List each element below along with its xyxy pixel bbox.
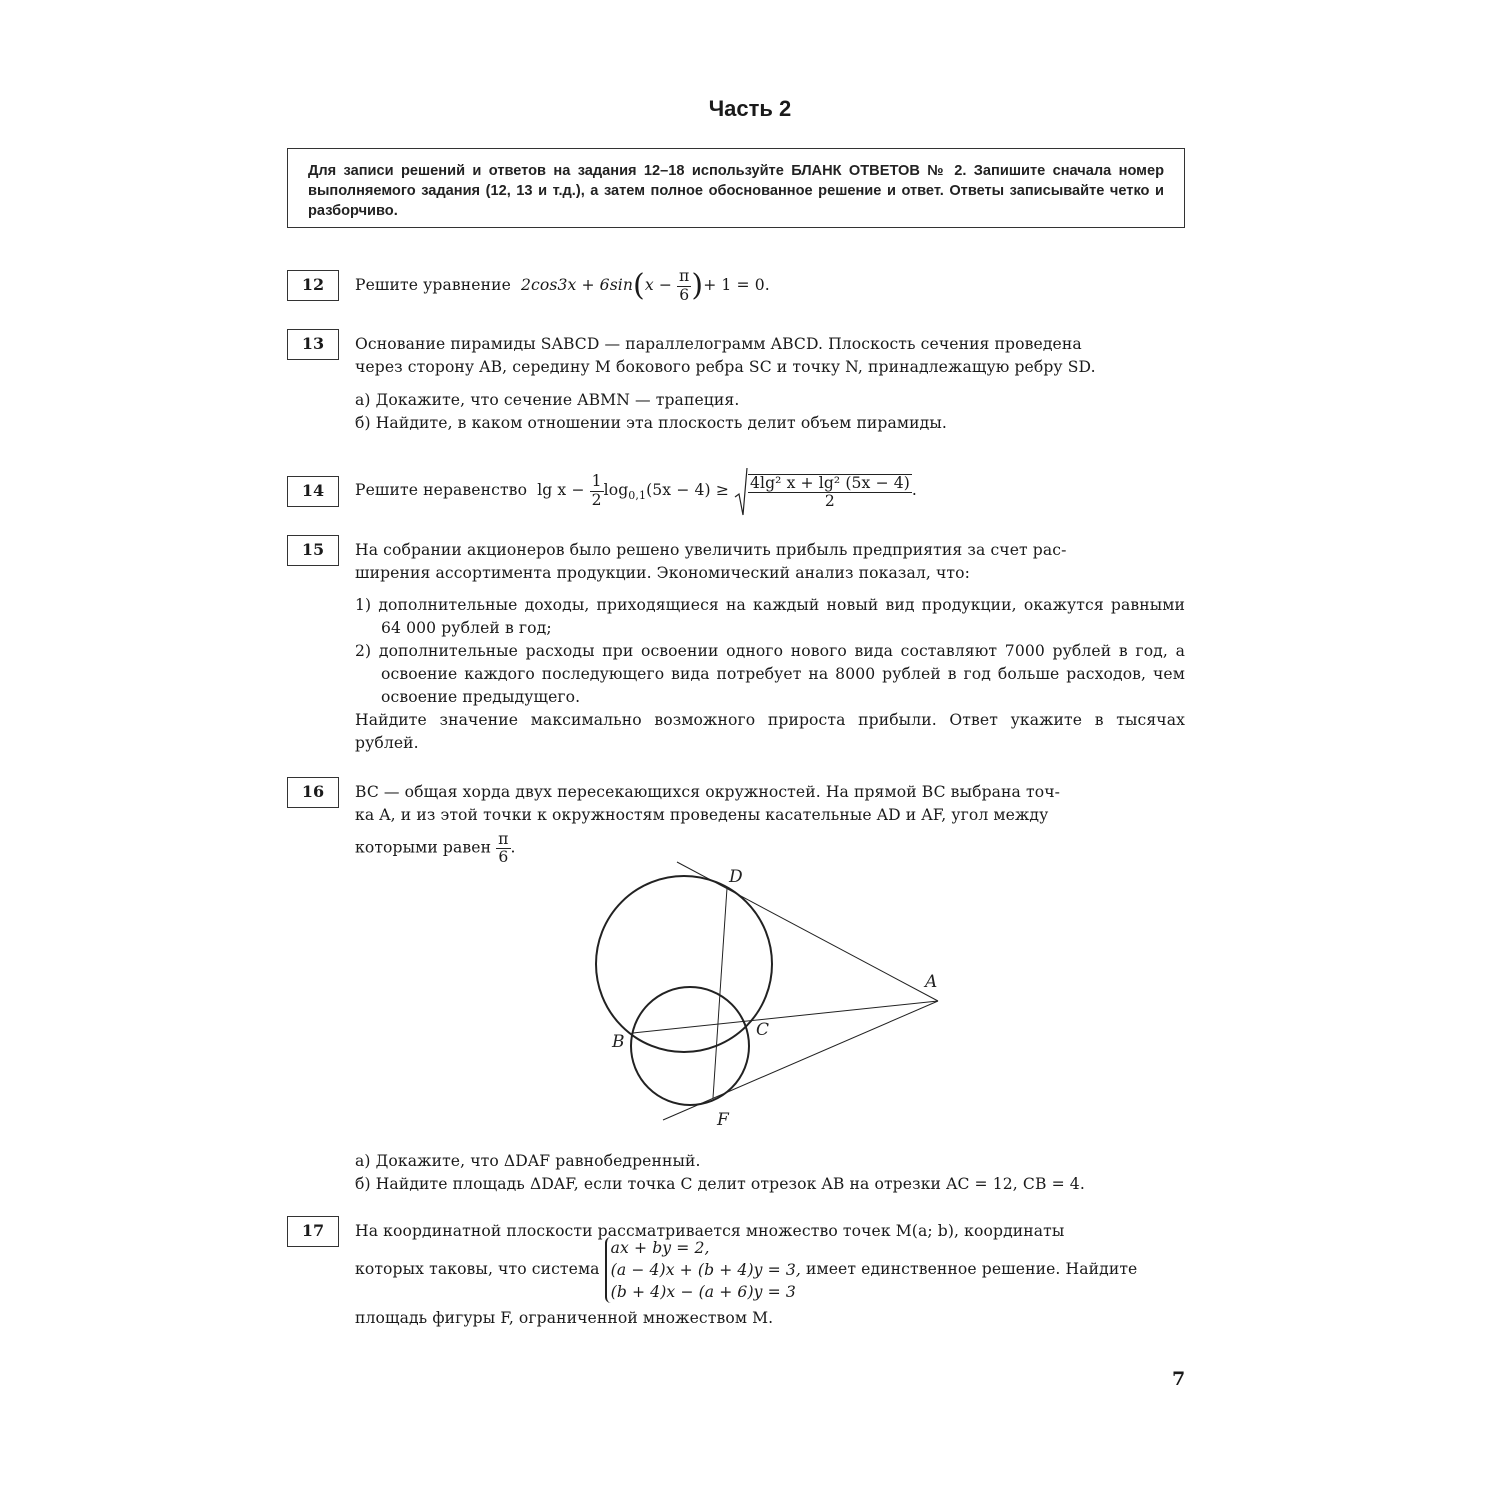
tangent-line-AD [677, 862, 938, 1001]
task-16-line-1: BC — общая хорда двух пересекающихся окружностей. На прямой BC выбрана точ- [355, 783, 1060, 801]
task-14-lhs-1: lg x − [537, 481, 585, 499]
task-number-16: 16 [287, 777, 339, 808]
equation-1: ax + by = 2, [610, 1239, 710, 1257]
fraction-numerator: π [498, 830, 509, 848]
label-B: B [612, 1032, 625, 1052]
task-17-text [355, 1220, 1185, 1330]
task-16-line-3-end: . [510, 838, 516, 857]
task-15-line-2: ширения ассортимента продукции. Экономический анализ показал, что: [355, 564, 970, 582]
task-14-lhs-3: (5x − 4) ≥ [646, 481, 729, 499]
task-13-line-2: через сторону AB, середину M бокового ребра SC и точку N, принадлежащую ребру SD. [355, 358, 1096, 376]
task-number-17: 17 [287, 1216, 339, 1247]
left-paren: ( [633, 268, 645, 303]
task-number-14: 14 [287, 476, 339, 507]
part-title: Часть 2 [708, 96, 792, 121]
label-C: C [756, 1020, 770, 1040]
task-17-line-3: площадь фигуры F, ограниченной множеством M. [355, 1309, 774, 1327]
equation-system [605, 1237, 801, 1303]
equation-2: (a − 4)x + (b + 4)y = 3, [610, 1261, 801, 1279]
fraction-denominator: 6 [679, 285, 690, 304]
label-F: F [717, 1110, 729, 1130]
fraction-denominator: 2 [591, 490, 602, 509]
task-13-part-a: а) Докажите, что сечение ABMN — трапеция. [355, 391, 740, 409]
task-16-line-3-text: которыми равен [355, 838, 492, 857]
task-number-13: 13 [287, 329, 339, 360]
task-12-formula-left: 2cos3x + 6sin [521, 276, 634, 294]
task-16-part-a: а) Докажите, что ΔDAF равнобедренный. [355, 1152, 701, 1170]
page-number: 7 [1172, 1368, 1186, 1390]
task-16-line-2: ка A, и из этой точки к окружностям проведены касательные AD и AF, угол между [355, 806, 1049, 824]
small-circle [631, 987, 749, 1105]
task-14-log-base: 0,1 [628, 489, 647, 503]
task-13-part-b: б) Найдите, в каком отношении эта плоскость делит объем пирамиды. [355, 414, 947, 432]
task-16-part-b: б) Найдите площадь ΔDAF, если точка C делит отрезок AB на отрезки AC = 12, CB = 4. [355, 1175, 1085, 1193]
equation-3: (b + 4)x − (a + 6)y = 3 [610, 1283, 796, 1301]
task-17-line-2 [355, 1237, 1185, 1303]
task-13-line-1: Основание пирамиды SABCD — параллелограмм ABCD. Плоскость сечения проведена [355, 335, 1082, 353]
task-14-prompt: Решите неравенство [355, 481, 528, 499]
tangent-line-AF [663, 1001, 938, 1120]
task-14-log: log [603, 481, 629, 499]
fraction-numerator: 1 [591, 472, 602, 491]
task-number-15: 15 [287, 535, 339, 566]
task-12-formula-arg: x − [644, 276, 672, 294]
task-12-prompt: Решите уравнение [355, 276, 511, 294]
task-17-line-2-end: имеет единственное решение. Найдите [805, 1260, 1138, 1278]
task-12-formula-right: + 1 = 0. [703, 276, 770, 294]
task-15-item-2: 2) дополнительные расходы при освоении одного нового вида составляют 7000 рублей в год, а освоение каждого последующего вида потребует на 8000 рублей в год больше расходов, чем освоение предыдущего. [355, 642, 1185, 706]
task-16-parts [355, 1150, 1185, 1196]
task-15-item-1: 1) дополнительные доходы, приходящиеся на каждый новый вид продукции, окажутся равными 64 000 рублей в год; [355, 596, 1185, 637]
radicand-denominator: 2 [824, 492, 835, 510]
label-D: D [729, 867, 743, 887]
task-15-line-1: На собрании акционеров было решено увеличить прибыль предприятия за счет рас- [355, 541, 1067, 559]
task-17-line-1: На координатной плоскости рассматривается множество точек M(a; b), координаты [355, 1222, 1065, 1240]
task-17-line-2-start: которых таковы, что система [355, 1260, 600, 1278]
task-number-12: 12 [287, 270, 339, 301]
instruction-box: Для записи решений и ответов на задания 12–18 используйте БЛАНК ОТВЕТОВ № 2. Запишите сначала номер выполняемого задания (12, 13 и т.д.), а затем полное обоснованное решение и ответ. Ответы записывайте четко и разборчиво. [287, 148, 1185, 228]
right-paren: ) [691, 268, 704, 303]
fraction-numerator: π [679, 267, 690, 286]
secant-line-BA [633, 1001, 938, 1033]
radicand-numerator: 4lg² x + lg² (5x − 4) [749, 473, 910, 492]
task-14-end: . [911, 481, 917, 499]
fraction-denominator: 6 [498, 848, 509, 867]
task-15-final: Найдите значение максимально возможного прироста прибыли. Ответ укажите в тысячах рублей. [355, 711, 1185, 752]
label-A: A [925, 972, 938, 992]
